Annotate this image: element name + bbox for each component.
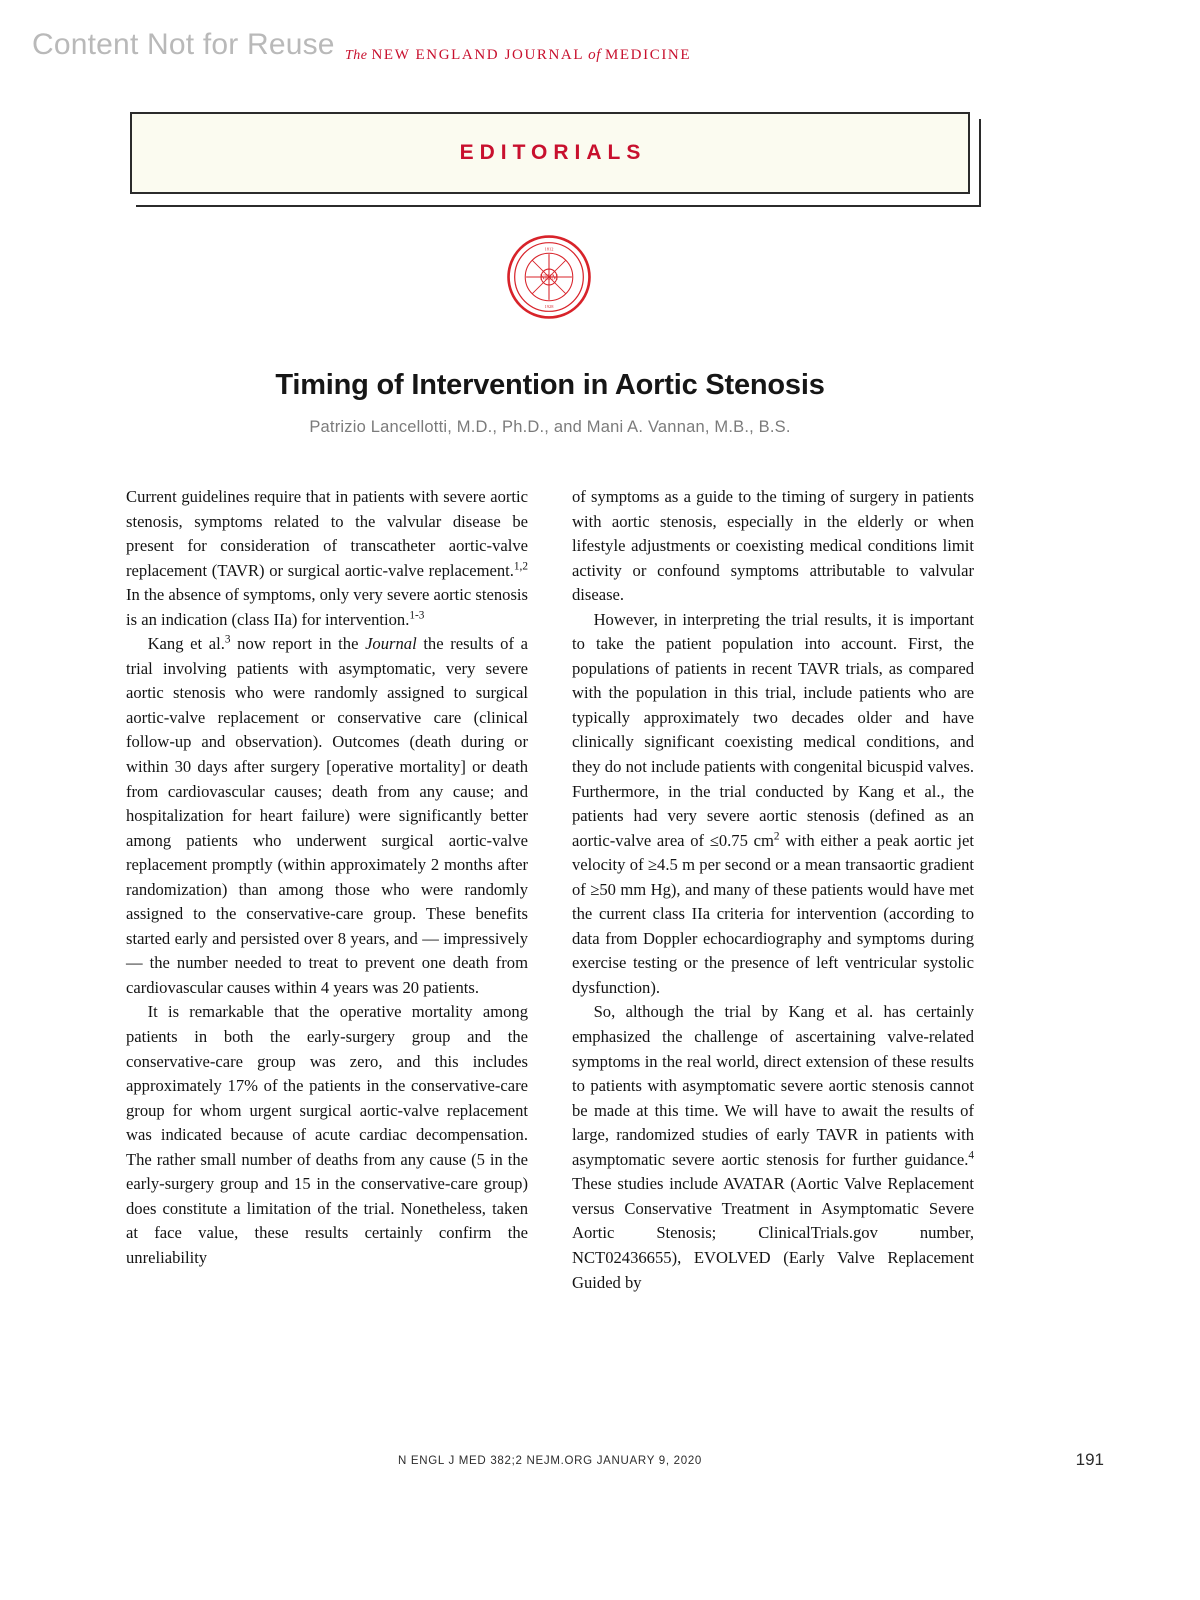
editorials-banner — [130, 112, 975, 207]
nejm-seal-icon — [505, 233, 593, 321]
running-head-journal: NEW ENGLAND JOURNAL — [371, 47, 585, 63]
article-body — [126, 485, 974, 1405]
page-title: Timing of Intervention in Aortic Stenosis — [275, 369, 825, 402]
body-column-left — [126, 485, 528, 1405]
body-paragraph: Kang et al.$^3$ now report in the Journal the results of a trial involving patients with asymptomatic, very severe aortic stenosis who were randomly assigned to surgical aortic-valve replacement or conservative care (clinical follow-up and observation). Outcomes (death during or within 30 days after surgery [operative mortality] or death from cardiovascular causes; death from any cause; and hospitalization for heart failure) were significantly better among patients who underwent surgical aortic-valve replacement promptly (within approximately 2 months after randomization) than among those who were randomly assigned to the conservative-care group. These benefits started early and persisted over 8 years, and — impressively — the number needed to treat to prevent one death from cardiovascular causes within 4 years was 20 patients. — [126, 633, 528, 997]
body-paragraph: of symptoms as a guide to the timing of surgery in patients with aortic stenosis, especially in the elderly or when lifestyle adjustments or coexisting medical conditions limit activity or confound symptoms attributable to valvular disease. — [572, 487, 974, 605]
running-head — [345, 46, 691, 64]
banner-box — [130, 112, 970, 194]
svg-text:1928: 1928 — [544, 303, 554, 309]
running-head-medicine: MEDICINE — [604, 47, 692, 63]
body-paragraph: Current guidelines require that in patients with severe aortic stenosis, symptoms related to the valvular disease be present for consideration of transcatheter aortic-valve replacement (TAVR) or surgical aortic-valve replacement.$^{1,2}$ In the absence of symptoms, only very severe aortic stenosis is an indication (class IIa) for intervention.$^{1-3}$ — [126, 487, 528, 629]
body-paragraph: However, in interpreting the trial results, it is important to take the patient population into account. First, the populations of patients in recent TAVR trials, as compared with the population in this trial, include patients who are typically approximately two decades older and have clinically significant coexisting medical conditions, and they do not include patients with congenital bicuspid valves. Furthermore, in the trial conducted by Kang et al., the patients had very severe aortic stenosis (defined as an aortic-valve area of ≤0.75 $cm^2$ with either a peak aortic jet velocity of ≥4.5 m per second or a mean transaortic gradient of ≥50 mm Hg), and many of these patients would have met the current class IIa criteria for intervention (according to data from Doppler echocardiography and symptoms during exercise testing or the presence of left ventricular systolic dysfunction). — [572, 609, 974, 997]
svg-text:NEJM: NEJM — [539, 273, 559, 282]
body-paragraph: It is remarkable that the operative mortality among patients in both the early-surgery group and the conservative-care group was zero, and this includes approximately 17% of the patients in the conservative-care group for whom urgent surgical aortic-valve replacement was indicated because of acute cardiac decompensation. The rather small number of deaths from any cause (5 in the early-surgery group and 15 in the conservative-care group) does constitute a limitation of the trial. Nonetheless, taken at face value, these results certainly confirm the unreliability — [126, 1002, 528, 1267]
watermark-text: Content Not for Reuse — [32, 28, 335, 61]
body-column-right — [572, 485, 974, 1405]
author-list: Patrizio Lancellotti, M.D., Ph.D., and Mani A. Vannan, M.B., B.S. — [309, 418, 791, 436]
svg-text:1812: 1812 — [544, 246, 554, 252]
banner-label: EDITORIALS — [459, 141, 647, 164]
running-head-the: The — [345, 48, 368, 63]
footer-citation: N ENGL J MED 382;2 NEJM.ORG JANUARY 9, 2020 — [397, 1455, 703, 1467]
running-head-of: of — [588, 47, 601, 63]
body-paragraph: So, although the trial by Kang et al. has certainly emphasized the challenge of ascertaining valve-related symptoms in the real world, direct extension of these results to patients with asymptomatic severe aortic stenosis cannot be made at this time. We will have to await the results of large, randomized studies of early TAVR in patients with asymptomatic severe aortic stenosis for further guidance.$^4$ These studies include AVATAR (Aortic Valve Replacement versus Conservative Treatment in Asymptomatic Severe Aortic Stenosis; ClinicalTrials.gov number, NCT02436655), EVOLVED (Early Valve Replacement Guided by — [572, 1002, 974, 1292]
page-number: 191 — [1075, 1450, 1104, 1469]
